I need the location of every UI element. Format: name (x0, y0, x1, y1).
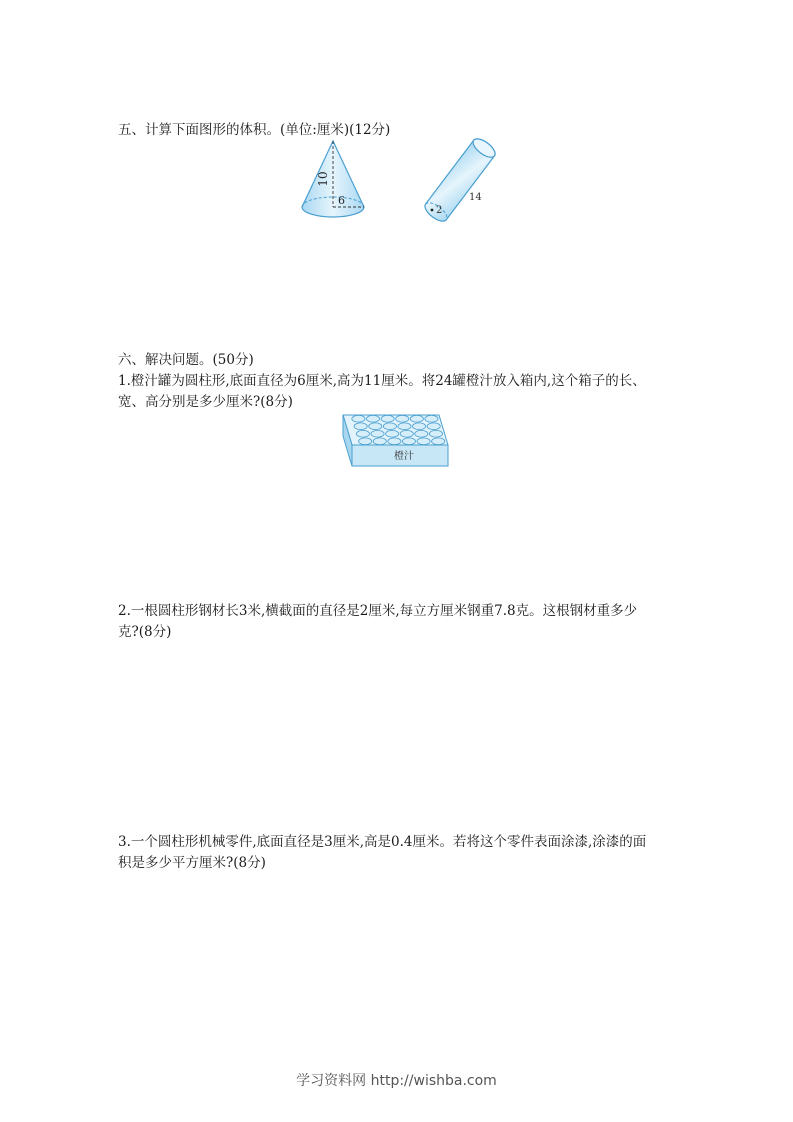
can-top (371, 430, 384, 437)
cylinder-center-dot (431, 209, 434, 212)
problem2-line2: 克?(8分) (118, 624, 172, 640)
problem1-line2: 宽、高分别是多少厘米?(8分) (118, 394, 293, 410)
problem2-line1: 2.一根圆柱形钢材长3米,横截面的直径是2厘米,每立方厘米钢重7.8克。这根钢材重多少 (118, 603, 638, 619)
crate-label: 橙汁 (394, 451, 414, 462)
can-top (354, 423, 367, 430)
footer-watermark: 学习资料网 http://wishba.com (296, 1073, 497, 1089)
can-top (369, 423, 382, 430)
can-top (425, 415, 438, 422)
can-top (410, 415, 423, 422)
cylinder-diameter-label: 2 (436, 205, 443, 216)
can-top (415, 430, 428, 437)
juice-crate-figure (340, 412, 452, 470)
cone-height-label: 10 (316, 171, 330, 187)
can-top (398, 423, 411, 430)
can-top (359, 438, 372, 445)
can-top (417, 438, 430, 445)
cylinder-length-label: 14 (469, 192, 482, 203)
can-top (402, 438, 415, 445)
can-top (356, 430, 369, 437)
cone-radius-label: 6 (338, 194, 345, 207)
cone-figure (298, 138, 368, 220)
section6-heading: 六、解决问题。(50分) (118, 352, 254, 368)
can-top (432, 438, 445, 445)
section5-heading: 五、计算下面图形的体积。(单位:厘米)(12分) (118, 122, 391, 138)
can-top (396, 415, 409, 422)
can-top (400, 430, 413, 437)
can-top (427, 423, 440, 430)
can-top (429, 430, 442, 437)
can-top (352, 415, 365, 422)
cylinder-figure (418, 133, 508, 225)
problem3-line2: 积是多少平方厘米?(8分) (118, 855, 266, 871)
can-top (412, 423, 425, 430)
can-top (386, 430, 399, 437)
problem1-line1: 1.橙汁罐为圆柱形,底面直径为6厘米,高为11厘米。将24罐橙汁放入箱内,这个箱子的长、 (118, 373, 646, 389)
problem3-line1: 3.一个圆柱形机械零件,底面直径是3厘米,高是0.4厘米。若将这个零件表面涂漆,涂漆的面 (118, 834, 647, 850)
can-top (366, 415, 379, 422)
can-top (381, 415, 394, 422)
can-top (373, 438, 386, 445)
can-top (388, 438, 401, 445)
can-top (383, 423, 396, 430)
